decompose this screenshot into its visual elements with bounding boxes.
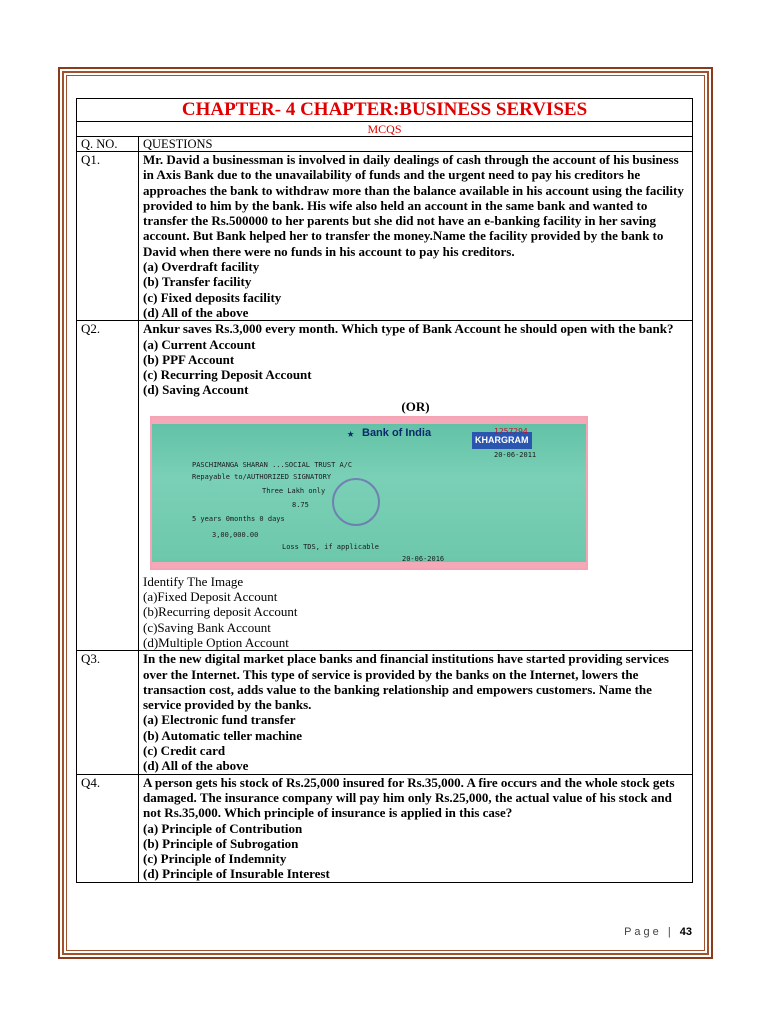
question-row-3	[77, 651, 693, 774]
mcq-table	[76, 98, 693, 883]
receipt-bottom-stripe	[152, 562, 586, 568]
option-a: (a) Principle of Contribution	[143, 820, 303, 836]
column-header-questions: QUESTIONS	[139, 137, 693, 152]
interest-rate: 8.75	[292, 500, 309, 509]
deposit-amount: 3,00,000.00	[212, 530, 259, 539]
question-text: A person gets his stock of Rs.25,000 insured for Rs.35,000. A fire occurs and the whole stock gets damaged. The insurance company will pay him only Rs.25,000, the actual value of his stock and not Rs.35,000. Which principle of insurance is applied in this case?	[143, 774, 675, 821]
option-d: (d) Principle of Insurable Interest	[143, 866, 330, 882]
option-b: (b) Transfer facility	[143, 274, 252, 290]
image-option-c: (c)Saving Bank Account	[143, 619, 271, 635]
star-logo-icon: ★	[347, 425, 355, 440]
option-a: (a) Current Account	[143, 336, 256, 352]
option-b: (b) PPF Account	[143, 351, 235, 367]
option-c: (c) Credit card	[143, 743, 226, 759]
account-line: PASCHIMANGA SHARAN ...SOCIAL TRUST A/C	[192, 460, 353, 469]
question-row-2	[77, 321, 693, 651]
or-separator: (OR)	[401, 398, 430, 414]
question-cell	[139, 152, 693, 321]
receipt-number: 1257294	[494, 426, 528, 436]
option-d: (d) All of the above	[143, 304, 249, 320]
question-row-4	[77, 774, 693, 882]
tds-line: Loss TDS, if applicable	[282, 542, 379, 551]
option-a: (a) Electronic fund transfer	[143, 712, 296, 728]
image-option-b: (b)Recurring deposit Account	[143, 604, 298, 620]
maturity-date: 20-06-2016	[402, 554, 445, 563]
question-text: In the new digital market place banks and financial institutions have started providing services over the Internet. This type of service is provided by the banks on the Internet, lowers the transaction cost, adds value to the banking relationship and empowers customers. Name the service provided by the banks.	[143, 651, 669, 713]
page-label: Page	[624, 926, 662, 938]
page-number: 43	[679, 926, 692, 938]
mcq-sheet	[76, 98, 693, 883]
option-b: (b) Principle of Subrogation	[143, 835, 299, 851]
option-c: (c) Recurring Deposit Account	[143, 367, 312, 383]
question-number: Q4.	[77, 774, 139, 882]
amount-in-words: Three Lakh only	[262, 486, 326, 495]
column-header-qno: Q. NO.	[77, 137, 139, 152]
branch-name: KHARGRAM	[472, 432, 532, 449]
image-option-a: (a)Fixed Deposit Account	[143, 589, 278, 605]
question-text: Mr. David a businessman is involved in daily dealings of cash through the account of his business in Axis Bank due to the unavailability of funds and the urgent need to pay his creditors he approaches the bank to withdraw more than the balance available in his account using the facility provided to him by the bank. His wife also held an account in the same bank and wanted to transfer the Rs.500000 to her parents but she did not have an e-banking facility in her saving account. But Bank helped her to transfer the money.Name the facility provided by the bank to David when there were no funds in his account to pay his creditors.	[143, 152, 684, 259]
question-number: Q2.	[77, 321, 139, 651]
bank-name: Bank of India	[362, 426, 432, 439]
option-c: (c) Fixed deposits facility	[143, 289, 282, 305]
chapter-title: CHAPTER- 4 CHAPTER:BUSINESS SERVISES	[77, 99, 693, 122]
question-text: Ankur saves Rs.3,000 every month. Which type of Bank Account he should open with the bank?	[143, 321, 674, 337]
issue-date: 20-06-2011	[494, 450, 537, 459]
deposit-period: 5 years 0months 0 days	[192, 514, 285, 523]
option-c: (c) Principle of Indemnity	[143, 851, 287, 867]
section-subtitle: MCQS	[77, 122, 693, 137]
bank-seal-stamp	[332, 478, 380, 526]
question-cell	[139, 774, 693, 882]
image-option-d: (d)Multiple Option Account	[143, 634, 289, 650]
option-d: (d) All of the above	[143, 758, 249, 774]
question-cell	[139, 321, 693, 651]
question-number: Q1.	[77, 152, 139, 321]
image-question-text: Identify The Image	[143, 573, 244, 589]
question-row-1	[77, 152, 693, 321]
question-number: Q3.	[77, 651, 139, 774]
option-b: (b) Automatic teller machine	[143, 727, 302, 743]
question-cell	[139, 651, 693, 774]
option-a: (a) Overdraft facility	[143, 259, 260, 275]
fixed-deposit-receipt-image	[150, 416, 588, 570]
option-d: (d) Saving Account	[143, 382, 249, 398]
page-footer: Page | 43	[624, 926, 692, 938]
repayable-line: Repayable to/AUTHORIZED SIGNATORY	[192, 472, 332, 481]
